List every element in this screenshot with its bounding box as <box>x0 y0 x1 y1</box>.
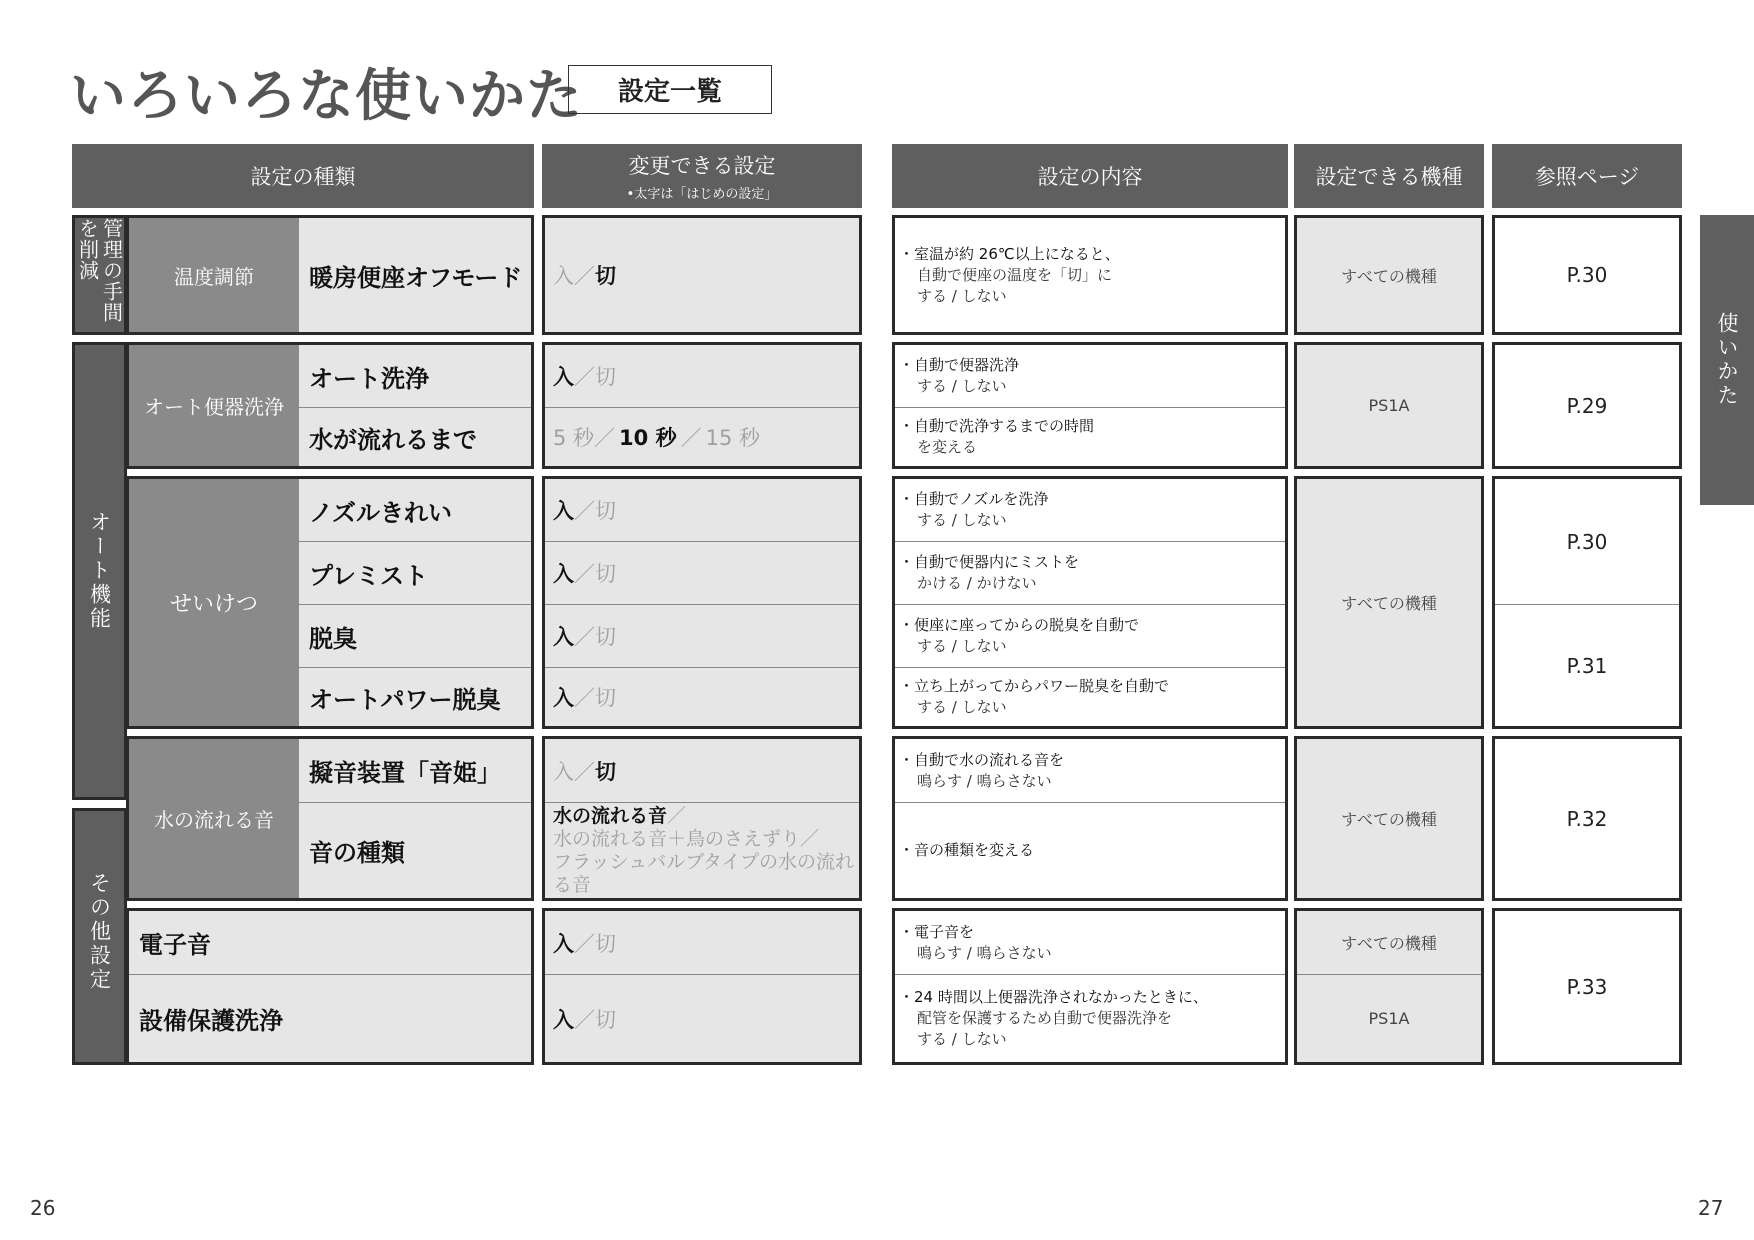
model-cell: PS1A <box>1294 342 1484 469</box>
setting-name: ノズルきれい <box>299 479 531 541</box>
setting-options: 5 秒 ／ 10 秒 ／ 15 秒 <box>553 426 760 450</box>
setting-name: 水が流れるまで <box>299 408 531 466</box>
setting-options: 入 ／ 切 <box>553 686 616 710</box>
setting-description: ・ 便座に座ってからの脱臭を自動で する / しない <box>895 605 1285 667</box>
ref-page-link[interactable]: P.31 <box>1495 605 1679 726</box>
setting-name: 電子音 <box>129 911 531 974</box>
setting-name: オート洗浄 <box>299 345 531 407</box>
header-type: 設定の種類 <box>72 144 534 208</box>
ref-page-link[interactable]: P.33 <box>1492 908 1682 1065</box>
desc-block-0 <box>892 215 1288 335</box>
opt-block-2 <box>542 476 862 729</box>
setting-options: 入 ／ 切 <box>553 562 616 586</box>
opt-block-3 <box>542 736 862 901</box>
setting-options: 入 ／ 切 <box>553 264 616 288</box>
opt-block-1 <box>542 342 862 469</box>
ref-block-clean <box>1492 476 1682 729</box>
page-number-right: 27 <box>1698 1196 1724 1220</box>
setting-name: 脱臭 <box>299 605 531 667</box>
model-block-other <box>1294 908 1484 1065</box>
setting-name: オートパワー脱臭 <box>299 668 531 726</box>
opt-block-0 <box>542 215 862 335</box>
desc-block-4 <box>892 908 1288 1065</box>
subtitle-box: 設定一覧 <box>568 65 772 114</box>
header-content: 設定の内容 <box>892 144 1288 208</box>
setting-description: ・ 自動でノズルを洗浄 する / しない <box>895 479 1285 541</box>
model-cell: すべての機種 <box>1294 215 1484 335</box>
model-cell: すべての機種 <box>1294 476 1484 729</box>
group-auto: オート機能 <box>72 342 127 800</box>
setting-name: 暖房便座オフモード <box>299 218 531 332</box>
setting-name: 設備保護洗浄 <box>129 975 531 1062</box>
header-ref: 参照ページ <box>1492 144 1682 208</box>
category-clean: せいけつ <box>129 479 299 726</box>
model-cell: PS1A <box>1368 1009 1410 1028</box>
setting-description: ・ 24 時間以上便器洗浄されなかったときに、 配管を保護するため自動で便器洗浄を する / しない <box>895 975 1285 1062</box>
block-temp <box>126 215 534 335</box>
setting-name: 音の種類 <box>299 803 531 898</box>
ref-page-link[interactable]: P.30 <box>1495 479 1679 604</box>
group-other: その他設定 <box>72 808 127 1065</box>
desc-block-3 <box>892 736 1288 901</box>
group-manage: 管理の手間を削減 <box>72 215 127 335</box>
page-title: いろいろな使いかた <box>70 64 583 129</box>
ref-page-link[interactable]: P.32 <box>1492 736 1682 901</box>
setting-description: ・ 電子音を 鳴らす / 鳴らさない <box>895 911 1285 974</box>
setting-description: ・ 音の種類を変える <box>895 803 1285 898</box>
desc-block-1 <box>892 342 1288 469</box>
block-clean <box>126 476 534 729</box>
setting-description: ・ 自動で便器内にミストを かける / かけない <box>895 542 1285 604</box>
setting-description: ・ 立ち上がってからパワー脱臭を自動で する / しない <box>895 668 1285 726</box>
header-changeable: 変更できる設定 •太字は「はじめの設定」 <box>542 144 862 208</box>
model-cell: すべての機種 <box>1341 934 1437 953</box>
header-changeable-note: •太字は「はじめの設定」 <box>626 187 778 202</box>
block-water-sound <box>126 736 534 901</box>
block-other <box>126 908 534 1065</box>
setting-name: プレミスト <box>299 542 531 604</box>
setting-options: 入 ／ 切 <box>553 759 616 784</box>
setting-options: 入 ／ 切 <box>553 931 616 956</box>
opt-block-4 <box>542 908 862 1065</box>
ref-page-link[interactable]: P.30 <box>1492 215 1682 335</box>
category-auto-flush: オート便器洗浄 <box>129 345 299 466</box>
setting-description: ・ 室温が約 26℃以上になると、 自動で便座の温度を「切」に する / しない <box>895 218 1285 332</box>
model-cell: すべての機種 <box>1294 736 1484 901</box>
setting-options: 入 ／ 切 <box>553 499 616 523</box>
page-number-left: 26 <box>30 1196 56 1220</box>
setting-options: 水の流れる音／ 水の流れる音＋鳥のさえずり／ フラッシュバルブタイプの水の流れる音 <box>553 804 854 896</box>
setting-description: ・ 自動で水の流れる音を 鳴らす / 鳴らさない <box>895 739 1285 802</box>
setting-description: ・ 自動で洗浄するまでの時間 を変える <box>895 408 1285 466</box>
setting-options: 入 ／ 切 <box>553 625 616 649</box>
desc-block-2 <box>892 476 1288 729</box>
setting-name: 擬音装置「音姫」 <box>299 739 531 802</box>
category-temp: 温度調節 <box>129 218 299 332</box>
setting-options: 入 ／ 切 <box>553 365 616 389</box>
side-tab: 使いかた <box>1700 215 1754 505</box>
ref-page-link[interactable]: P.29 <box>1492 342 1682 469</box>
header-models: 設定できる機種 <box>1294 144 1484 208</box>
block-auto-flush <box>126 342 534 469</box>
setting-description: ・ 自動で便器洗浄 する / しない <box>895 345 1285 407</box>
category-water-sound: 水の流れる音 <box>129 739 299 898</box>
setting-options: 入 ／ 切 <box>553 1007 616 1032</box>
